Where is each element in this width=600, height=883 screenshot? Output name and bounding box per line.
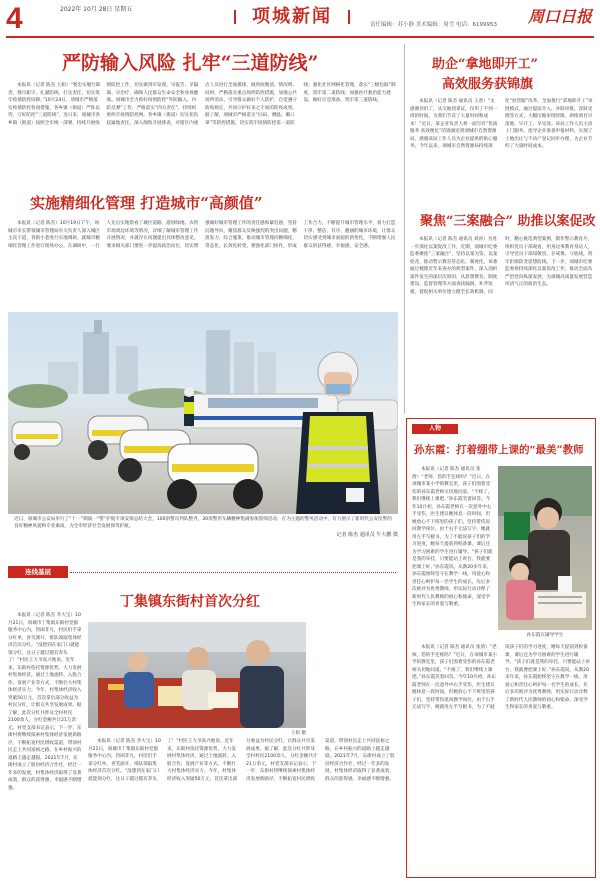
column-tag-rule xyxy=(70,572,396,573)
header-rule xyxy=(6,36,594,38)
article4-body xyxy=(410,236,594,408)
article2-subheadline: 高效服务获锦旗 xyxy=(442,77,534,92)
article6-text: 本报讯（记者 陈杰 通讯员 张倩）“老师，您的手还疼吗？”近日，在项城市某小学的教室里，孩子们围着受伤的孙东霞老师关切地问道。“不疼了，我们继续上课吧。”孙东霞笑着回答。今年10月初，孙东霞老师在一次意外中右手受伤，医生建议她休息一段时间，但她放心不下班里的孩子们，坚持带伤返回教学岗位。由于右手无法写字，她就用左手写板书，为了不耽误孩子们的学习进度，她每天提前到校备课，课后还为学习困难的学生进行辅导。“孩子们就是我的牵挂，只要能站上讲台，我就要把课上好。”孙东霞说。从教20多年来，孙东霞始终坚守在教学一线，用爱心和责任心呵护每一名学生的成长，先后多次被评为优秀教师，用实际行动诠释了新时代人民教师的初心和使命，深受学生和家长的喜爱与敬重。 xyxy=(412,467,493,607)
page-number: 4 xyxy=(6,2,23,35)
article4-headline: 聚焦“三案融合” 助推以案促改 xyxy=(420,214,596,229)
article5-body-wrap xyxy=(8,612,398,878)
article6-col-rest xyxy=(412,644,592,874)
police-photo-credit: 记者 陈杰 通讯员 牛大鹏 摄 xyxy=(336,532,398,538)
article3-headline: 实施精细化管理 打造城市“高颜值” xyxy=(30,194,263,212)
article3-body xyxy=(8,220,396,308)
article1-body xyxy=(8,82,396,186)
article6-body-wrap xyxy=(412,466,592,874)
teacher-photo-credit: 孙东霞在辅导学生 xyxy=(526,633,564,638)
column-tag: 连线基层 xyxy=(8,566,68,578)
article2-body xyxy=(410,98,594,204)
article6-col1 xyxy=(412,466,494,638)
article5-col-rest xyxy=(88,738,398,878)
dividend-photo-credit: 王娟 摄 xyxy=(290,731,306,736)
police-parade-photo xyxy=(8,312,398,514)
article1-headline: 严防输入风险 扎牢“三道防线” xyxy=(62,52,319,74)
newspaper-logo: 周口日报 xyxy=(527,7,592,26)
page-header xyxy=(0,0,600,48)
editor-info: 责任编辑：苏小静 美术编辑：周雪 电话：6199953 xyxy=(370,22,497,28)
police-parade-illustration xyxy=(8,312,398,514)
issue-date: 2022年 10月 28日 星期五 xyxy=(60,6,133,13)
police-photo-caption: 近日，项城市公安局举行了“十一”期间一“警”护航专项安保总结大会，100余警员列队整齐，30余警用车辆精神饱满参加誓师活动，在为主题的警务活动中，有力展示了新时代公安民警的良好精神风貌和专业素质，为全市经济社会发展保驾护航。 xyxy=(14,517,392,529)
article2-headline: 助企“拿地即开工” xyxy=(432,57,538,72)
section-title: 项城新闻 xyxy=(232,4,352,30)
article6-text-continued: 本报讯（记者 陈杰 通讯员 张倩）“老师，您的手还疼吗？”近日，在项城市某小学的教室里，孩子们围着受伤的孙东霞老师关切地问道。“不疼了，我们继续上课吧。”孙东霞笑着回答。今年10月初，孙东霞老师在一次意外中右手受伤，医生建议她休息一段时间，但她放心不下班里的孩子们，坚持带伤返回教学岗位。由于右手无法写字，她就用左手写板书，为了不耽误孩子们的学习进度，她每天提前到校备课，课后还为学习困难的学生进行辅导。“孩子们就是我的牵挂，只要能站上讲台，我就要把课上好。”孙东霞说。从教20多年来，孙东霞始终坚守在教学一线，用爱心和责任心呵护每一名学生的成长，先后多次被评为优秀教师，用实际行动诠释了新时代人民教师的初心和使命，深受学生和家长的喜爱与敬重。 xyxy=(412,645,591,710)
article5-headline: 丁集镇东街村首次分红 xyxy=(120,594,260,610)
people-tag: 人物 xyxy=(412,424,458,434)
article5-text-continued: 本报讯（记者 陈杰 李大宝）10月21日，项城市丁集镇东街村党群服务中心内，热闹非凡，村民们手拿分红单，喜笑颜开，排队领取集体经济首次分红。“没想到在家门口就能领分红，这日子越过越有奔头了！”村民王大爷高兴地说。近年来，东街村依托资源优势，大力发展村集体经济，通过土地流转、入股合作、发展产业等方式，不断壮大村集体经济实力。今年，村集体经济收入突破50万元，首次拿出部分收益为村民分红，让群众共享发展成果。据了解，此次分红共涉及全村村民2100余人，分红金额共计21万余元。村党支部书记表示，下一步，东街村将继续探索村集体经济发展新路径，不断拓宽村民增收渠道，带领村民走上共同富裕之路，在乡村振兴的道路上越走越稳。2021年7月，东街村成立了股份经济合作社，经过一年多的发展，村集体经济取得了显著成效，群众的获得感、幸福感不断增强。 xyxy=(88,739,395,782)
article1-text: 本报讯（记者 陈杰 王娟）“要忠实履行职责，恪尽职守，扎紧防线，扛实责任，切实筑牢疫情防控屏障。”10月24日，项城市严格落实疫情防控各项措施，各乡镇（街道）严阵以待，守好防控“三道防线”。连日来，项城市各乡镇（街道）按照全市统一部署，持续开展疫情防控工作，切实做到早发现、早报告、早隔离、早治疗，确保人民群众生命安全和身体健康。项城市全力抓好疫情防控“外防输入、内防反弹”工作，严格落实“四方责任”，持续织密织牢疫情防控网。各乡镇（街道）切实担负起属地责任，深入细致开展排查，对辖区内重点人员进行全面摸排，做到底数清、情况明。同时，严格落实重点场所防控措施，加强公共场所消杀，引导群众做好个人防护，自觉遵守防疫规定，共同守护好来之不易的防疫成果。据了解，项城市严格落实“扫码、测温、戴口罩”等防控措施，切实筑牢疫情防控第一道防线；强化社区网格化管理，落实“三级包联”制度，筑牢第二道防线；加强医疗救治能力建设，做好应急准备，筑牢第三道防线。 xyxy=(8,83,396,126)
article2-text: 本报讯（记者 陈杰 通讯员 王春）“太感谢你们了，从交地到拿证，仅用了不到一周的时间，为我们节省了大量时间和成本！”近日，某企业负责人将一面写有“优质服务 高效便民”的锦旗送到项城市自然资源局，感谢该局工作人员为企业提供的贴心服务。今年以来，项城市自然资源局持续深化“放管服”改革，全面推行“拿地即开工”审批模式，通过提前介入、并联审批、容缺受理等方式，大幅压缩审批时限，助推项目早落地、早开工、早见效。该局工作人员主动上门服务，指导企业准备申报材料，实现了土地出让与不动产登记同步办理，为企业节约了大量时间成本。 xyxy=(410,99,593,149)
article3-text: 本报讯（记者 陈杰）10月19日下午，项城市市长带领城市管理局有关负责人深入城区主次干道、背街小巷进行实地调研，就城市精细化管理工作进行现场办公。在调研中，一行人先后实地察看了城区道路、游园绿地、农贸市场周边环境等情况，详细了解城市管理工作开展情况，并就存在问题提出具体整改意见。要求相关部门要进一步提高政治站位，切实增强做好城市管理工作的责任感和紧迫感，坚持问题导向，聚焦群众反映强烈的突出问题，精准发力、综合施策，推动城市管理向精细化、常态化、长效化转变。要强化部门协作，形成工作合力，不断提升城市管理水平，着力打造干净、整洁、有序、靓丽的城市环境，让群众切实感受到城市面貌的新变化，不断增强人民群众的获得感、幸福感、安全感。 xyxy=(8,221,396,249)
article6-headline: 孙东霞：打着绷带上课的“最美”教师 xyxy=(414,444,584,456)
article5-text: 本报讯（记者 陈杰 李大宝）10月21日，项城市丁集镇东街村党群服务中心内，热闹非凡，村民们手拿分红单，喜笑颜开，排队领取集体经济首次分红。“没想到在家门口就能领分红，这日子越过越有奔头了！”村民王大爷高兴地说。近年来，东街村依托资源优势，大力发展村集体经济，通过土地流转、入股合作、发展产业等方式，不断壮大村集体经济实力。今年，村集体经济收入突破50万元，首次拿出部分收益为村民分红，让群众共享发展成果。据了解，此次分红共涉及全村村民2100余人，分红金额共计21万余元。村党支部书记表示，下一步，东街村将继续探索村集体经济发展新路径，不断拓宽村民增收渠道，带领村民走上共同富裕之路，在乡村振兴的道路上越走越稳。2021年7月，东街村成立了股份经济合作社，经过一年多的发展，村集体经济取得了显著成效，群众的获得感、幸福感不断增强。 xyxy=(8,613,82,791)
article5-col1 xyxy=(8,612,82,878)
article4-text: 本报讯（记者 陈杰 通讯员 刘涛）为进一步深化以案促改工作，近期，项城市纪委监委聚焦“三案融合”，坚持以案为鉴、以案促改，推动警示教育常态化、制度化。该委通过梳理近年来查办的典型案件，深入剖析案件发生的深层次原因，从思想教育、制度建设、监督管理等方面查找漏洞、补齐短板，督促相关单位建立健全长效机制。同时，精心挑选典型案例，制作警示教育片，组织党员干部观看，用身边事教育身边人，引导党员干部知敬畏、存戒惧、守底线，筑牢拒腐防变思想防线。下一步，项城市纪委监委将持续深化以案促改工作，推动全面从严治党向纵深发展，为项城高质量发展营造风清气正的政治生态。 xyxy=(410,237,593,295)
column-divider xyxy=(404,44,405,414)
